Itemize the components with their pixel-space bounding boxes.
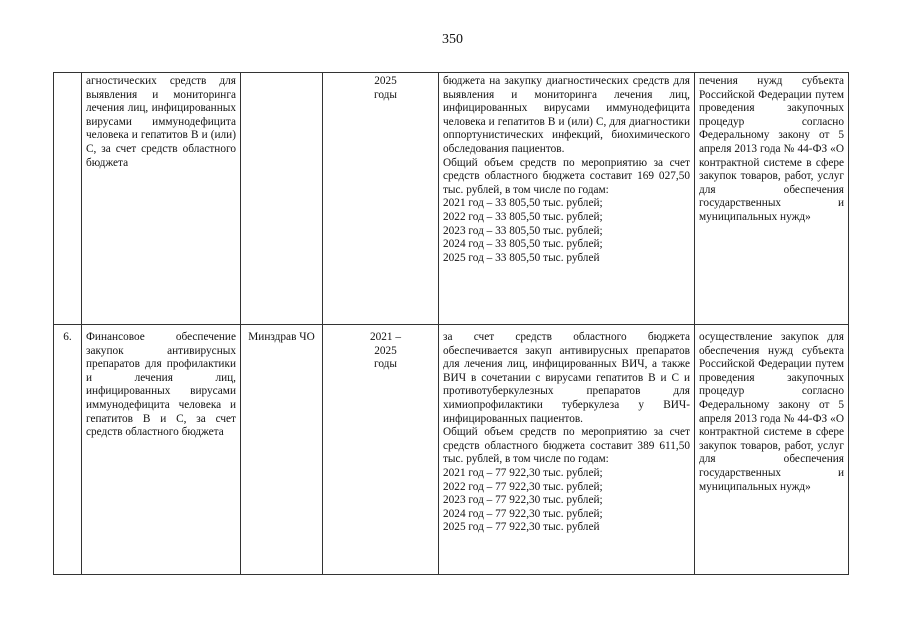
content-year-line: 2022 год – 77 922,30 тыс. рублей;: [443, 480, 603, 493]
years-cell: [323, 73, 439, 325]
content-year-line: 2025 год – 33 805,50 тыс. рублей: [443, 251, 600, 264]
procurement-cell: осуществление закупок для обеспечения нужд субъекта Российской Федерации путем проведения закупочных процедур согласно Федеральному закону от 5 апреля 2013 года № 44-ФЗ «О контрактной системе в сфере закупок товаров, работ, услуг для обеспечения государственных и муниципальных нужд»: [695, 325, 849, 575]
content-cell: [439, 325, 695, 575]
content-year-line: 2022 год – 33 805,50 тыс. рублей;: [443, 210, 603, 223]
program-measures-table: [53, 72, 849, 575]
content-year-line: 2024 год – 33 805,50 тыс. рублей;: [443, 238, 603, 251]
executor-cell: [241, 73, 323, 325]
row-number-cell: [54, 73, 82, 325]
years-text: 2025 годы: [373, 75, 397, 101]
content-year-line: 2021 год – 33 805,50 тыс. рублей;: [443, 197, 603, 210]
content-year-line: 2024 год – 77 922,30 тыс. рублей;: [443, 507, 603, 520]
content-year-line: 2025 год – 77 922,30 тыс. рублей: [443, 521, 600, 534]
content-cell: [439, 73, 695, 325]
content-total: Общий объем средств по мероприятию за счет средств областного бюджета составит 389 611,50 тыс. рублей, в том числе по годам:: [443, 426, 690, 466]
procurement-cell: печения нужд субъекта Российской Федерации путем проведения закупочных процедур согласно Федеральному закону от 5 апреля 2013 года № 44-ФЗ «О контрактной системе в сфере закупок товаров, работ, услуг для обеспечения государственных и муниципальных нужд»: [695, 73, 849, 325]
content-total: Общий объем средств по мероприятию за счет средств областного бюджета составит 169 027,50 тыс. рублей, в том числе по годам:: [443, 156, 690, 196]
years-cell: [323, 325, 439, 575]
content-year-line: 2023 год – 33 805,50 тыс. рублей;: [443, 224, 603, 237]
years-text: 2021 – 2025 годы: [369, 331, 402, 371]
table-row: [54, 325, 849, 575]
measure-name-cell: Финансовое обеспечение закупок антивирусных препаратов для профилактики и лечения лиц, инфицированных вирусами иммунодефицита человека и гепатитов В и С, за счет средств областного бюджета: [82, 325, 241, 575]
table-row: [54, 73, 849, 325]
measure-name-cell: агностических средств для выявления и мониторинга лечения лиц, инфицированных вирусами иммунодефицита человека и гепатитов В и (или) С, за счет средств областного бюджета: [82, 73, 241, 325]
content-year-line: 2021 год – 77 922,30 тыс. рублей;: [443, 466, 603, 479]
content-year-line: 2023 год – 77 922,30 тыс. рублей;: [443, 494, 603, 507]
row-number-cell: 6.: [54, 325, 82, 575]
page-number: 350: [442, 32, 463, 47]
content-paragraph: за счет средств областного бюджета обеспечивается закуп антивирусных препаратов для лечения лиц, инфицированных ВИЧ, а также ВИЧ в сочетании с вирусами гепатитов В и С и противотуберкулезных препаратов для химиопрофилактики туберкулеза у ВИЧ-инфицированных пациентов.: [443, 331, 690, 425]
content-paragraph: бюджета на закупку диагностических средств для выявления и мониторинга лечения лиц, инфицированных вирусами иммунодефицита человека и гепатитов В и (или) С, для диагностики оппортунистических инфекций, биохимического обследования пациентов.: [443, 75, 690, 155]
executor-cell: Минздрав ЧО: [241, 325, 323, 575]
